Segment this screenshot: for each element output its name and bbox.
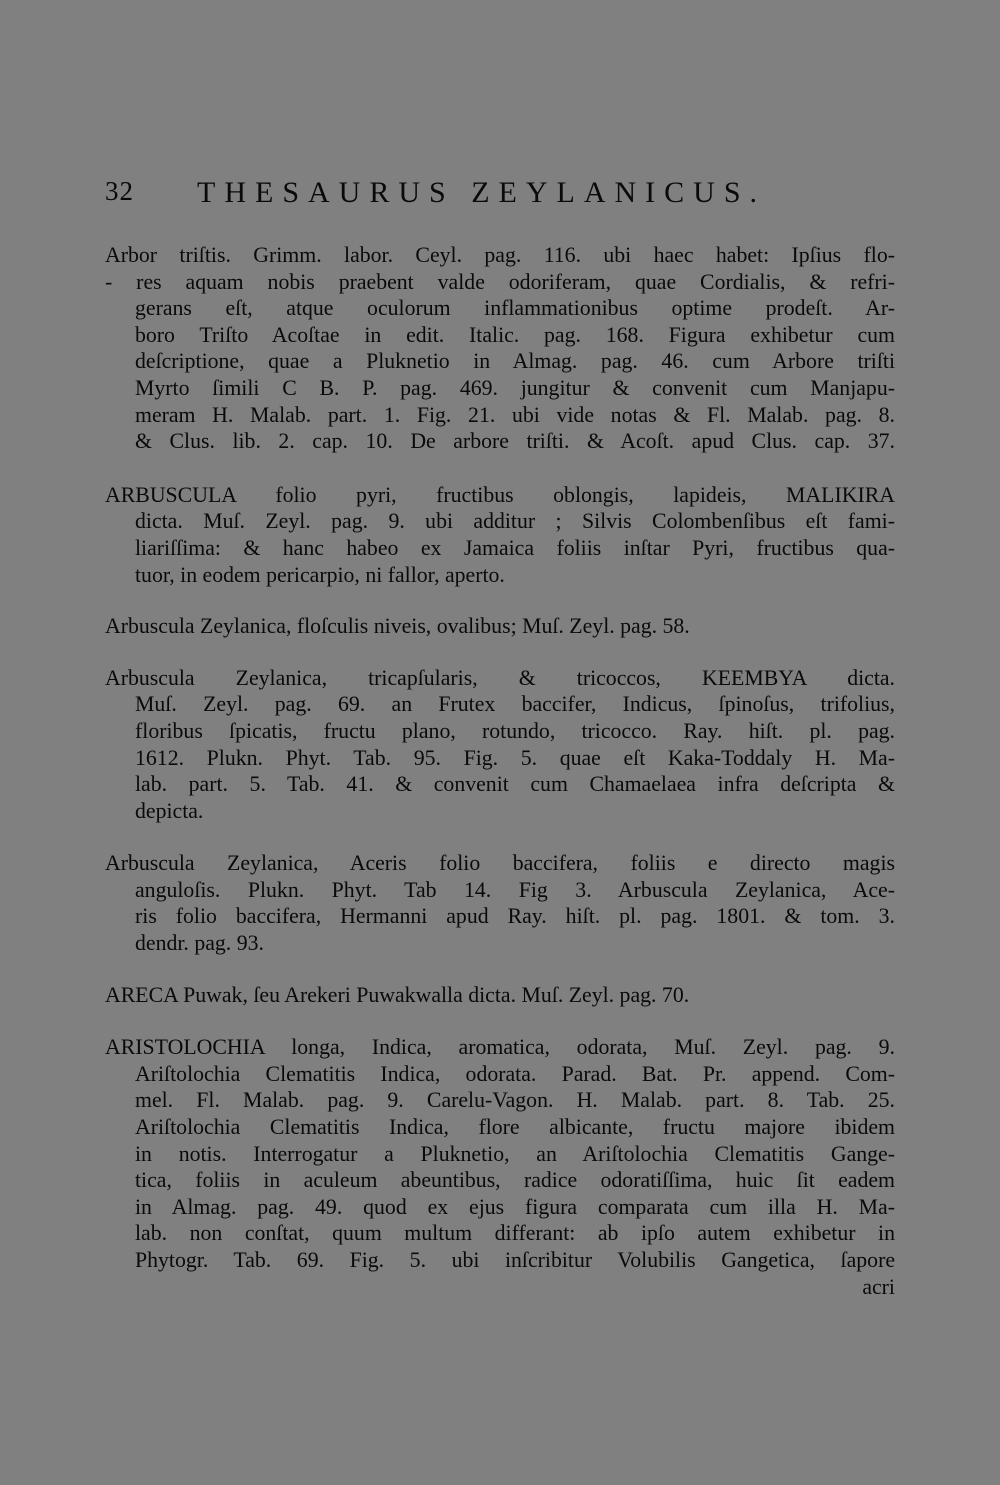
entry-gap (105, 957, 895, 982)
text-line: 1612. Plukn. Phyt. Tab. 95. Fig. 5. quae eſt Kaka-Toddaly H. Ma- (135, 745, 895, 770)
text-line: ARECA Puwak, ſeu Arekeri Puwakwalla dicta. Muſ. Zeyl. pag. 70. (105, 982, 690, 1007)
text-line: ris folio baccifera, Hermanni apud Ray. hiſt. pl. pag. 1801. & tom. 3. (135, 904, 895, 929)
entry-gap (105, 1008, 895, 1034)
text-line: dicta. Muſ. Zeyl. pag. 9. ubi additur ; Silvis Colombenſibus eſt fami- (135, 509, 895, 534)
entry-aristolochia (105, 1034, 895, 1273)
catchword: acri (862, 1274, 895, 1299)
text-line: Myrto ſimili C B. P. pag. 469. jungitur & convenit cum Manjapu- (135, 375, 895, 400)
text-line: lab. non conſtat, quum multum differant: ab ipſo autem exhibetur in (135, 1221, 895, 1246)
text-line: Ariſtolochia Clematitis Indica, flore albicante, fructu majore ibidem (135, 1115, 895, 1140)
entry-gap (105, 824, 895, 850)
text-line: ARISTOLOCHIA longa, Indica, aromatica, odorata, Muſ. Zeyl. pag. 9. (105, 1035, 895, 1060)
text-line: ARBUSCULA folio pyri, fructibus oblongis, lapideis, MALIKIRA (105, 482, 895, 507)
text-line: floribus ſpicatis, fructu plano, rotundo, tricocco. Ray. hiſt. pl. pag. (135, 718, 895, 743)
text-line: in Almag. pag. 49. quod ex ejus figura comparata cum illa H. Ma- (135, 1194, 895, 1219)
text-line: Arbor triſtis. Grimm. labor. Ceyl. pag. 116. ubi haec habet: Ipſius flo- (105, 243, 895, 267)
catchword-block (105, 1274, 895, 1301)
text-line: gerans eſt, atque oculorum inflammationibus optime prodeſt. Ar- (135, 296, 895, 321)
text-line: tica, foliis in aculeum abeuntibus, radice odoratiſſima, huic ſit eadem (135, 1168, 895, 1193)
running-title: THESAURUS ZEYLANICUS. (197, 176, 767, 209)
text-line: & Clus. lib. 2. cap. 10. De arbore triſti. & Acoſt. apud Clus. cap. 37. (135, 429, 895, 454)
entry-arbuscula-folio-pyri (105, 482, 895, 588)
text-line: dendr. pag. 93. (135, 931, 264, 956)
text-line: deſcriptione, quae a Pluknetio in Almag. pag. 46. cum Arbore triſti (135, 349, 895, 374)
text-block (105, 242, 895, 1300)
entry-gap (105, 588, 895, 613)
text-line: Ariſtolochia Clematitis Indica, odorata. Parad. Bat. Pr. append. Com- (135, 1061, 895, 1086)
text-line: Muſ. Zeyl. pag. 69. an Frutex baccifer, Indicus, ſpinoſus, trifolius, (135, 692, 895, 717)
text-line: Arbuscula Zeylanica, tricapſularis, & tricoccos, KEEMBYA dicta. (105, 665, 895, 690)
text-line: Arbuscula Zeylanica, floſculis niveis, ovalibus; Muſ. Zeyl. pag. 58. (105, 614, 690, 639)
entry-areca (105, 982, 895, 1009)
text-line: anguloſis. Plukn. Phyt. Tab 14. Fig 3. Arbuscula Zeylanica, Ace- (135, 877, 895, 902)
text-line: lab. part. 5. Tab. 41. & convenit cum Chamaelaea infra deſcripta & (135, 772, 895, 797)
entry-gap (105, 455, 895, 482)
entry-gap (105, 640, 895, 665)
text-line: Arbuscula Zeylanica, Aceris folio baccifera, foliis e directo magis (105, 851, 895, 876)
running-head (105, 176, 895, 216)
text-line: tuor, in eodem pericarpio, ni fallor, aperto. (135, 562, 505, 587)
entry-arbuscula-tricapsularis (105, 665, 895, 825)
text-line: meram H. Malab. part. 1. Fig. 21. ubi vide notas & Fl. Malab. pag. 8. (135, 402, 895, 427)
text-line: boro Triſto Acoſtae in edit. Italic. pag. 168. Figura exhibetur cum (135, 322, 895, 347)
entry-arbuscula-aceris-folio (105, 850, 895, 956)
text-line: in notis. Interrogatur a Pluknetio, an Ariſtolochia Clematitis Gange- (135, 1141, 895, 1166)
text-line: - res aquam nobis praebent valde odoriferam, quae Cordialis, & refri- (105, 269, 895, 294)
page-number: 32 (105, 176, 134, 206)
text-line: liariſſima: & hanc habeo ex Jamaica foliis inſtar Pyri, fructibus qua- (135, 535, 895, 560)
text-line: mel. Fl. Malab. pag. 9. Carelu-Vagon. H. Malab. part. 8. Tab. 25. (135, 1088, 895, 1113)
entry-arbor-tristis (105, 242, 895, 455)
entry-arbuscula-flosculis-niveis (105, 613, 895, 640)
text-line: Phytogr. Tab. 69. Fig. 5. ubi inſcribitur Volubilis Gangetica, ſapore (135, 1248, 895, 1272)
text-line: depicta. (135, 798, 204, 823)
